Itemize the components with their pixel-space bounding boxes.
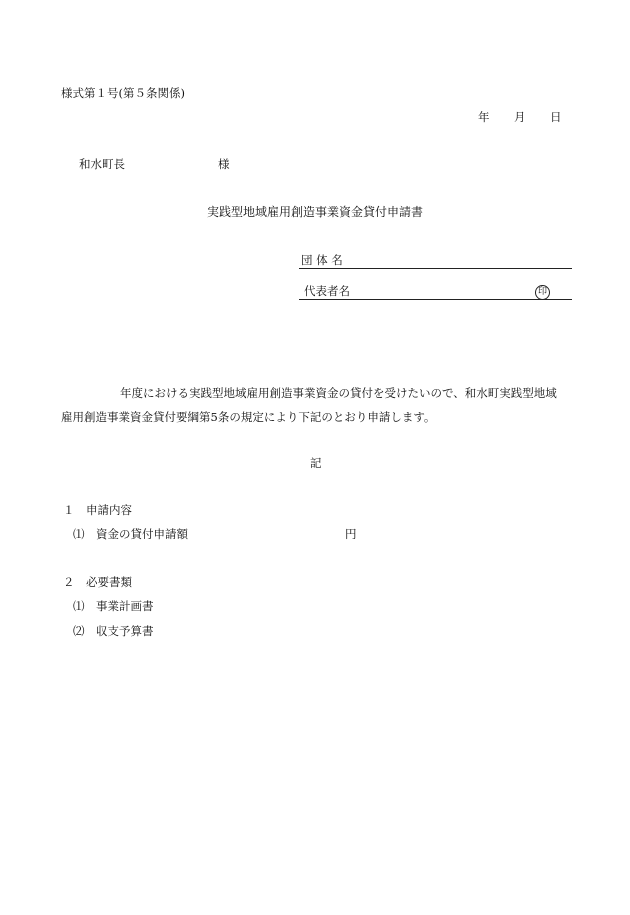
addressee-name: 和水町長 [79,157,125,171]
date-month: 月 [514,110,526,124]
addressee-honorific: 様 [218,157,230,171]
document-title: 実践型地域雇用創造事業資金貸付申請書 [206,205,423,219]
body-line-2: 雇用創造事業資金貸付要綱第5条の規定により下記のとおり申請します。 [61,410,436,424]
list-item: ⑵ 収支予算書 [73,624,154,638]
section1-heading: １ 申請内容 [63,503,132,517]
seal-mark: 印 [535,285,550,300]
org-name-label: 団 体 名 [301,253,343,267]
ki-heading: 記 [310,456,322,470]
org-name-underline [299,268,572,269]
body-line-1: 年度における実践型地域雇用創造事業資金の貸付を受けたいので、和水町実践型地域 [120,386,557,400]
form-number: 様式第１号(第５条関係) [61,86,185,100]
list-item: ⑴ 事業計画書 [73,599,154,613]
loan-amount-label: ⑴ 資金の貸付申請額 [73,527,188,541]
section2-heading: ２ 必要書類 [63,575,132,589]
date-day: 日 [550,110,562,124]
loan-amount-unit: 円 [345,527,357,541]
rep-name-label: 代表者名 [304,284,350,298]
rep-name-underline [299,299,572,300]
date-year: 年 [478,110,490,124]
